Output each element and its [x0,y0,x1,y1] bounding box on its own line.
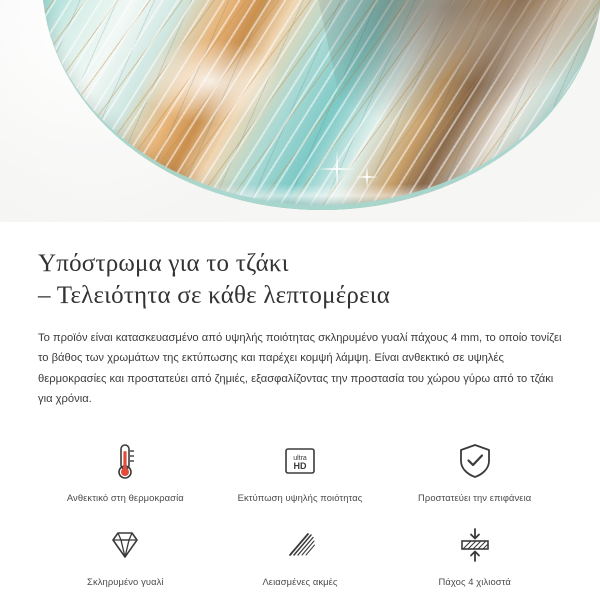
feature-item [387,432,562,508]
feature-label: Προστατεύει την επιφάνεια [418,491,532,503]
polished-edges-icon [277,522,323,568]
hero-image [0,0,600,222]
marble-glass-plate [42,0,600,210]
shield-check-icon [452,438,498,484]
headline-line-1: Υπόστρωμα για το τζάκι [38,250,289,277]
feature-grid [38,432,562,592]
feature-label: Λειασμένες ακμές [262,575,338,587]
feature-item [213,516,388,592]
plate-edge-highlight [42,184,600,210]
svg-text:HD: HD [293,460,307,471]
thickness-arrows-icon [452,522,498,568]
feature-label: Ανθεκτικό στη θερμοκρασία [66,491,184,503]
feature-label: Πάχος 4 χιλιοστά [438,575,511,587]
svg-text:ultra: ultra [293,454,307,462]
feature-label: Εκτύπωση υψηλής ποιότητας [237,491,363,503]
thermometer-icon [102,438,148,484]
feature-item [38,516,213,592]
ultra-hd-icon [277,438,323,484]
content-area [0,222,600,592]
feature-label: Σκληρυμένο γυαλί [87,575,164,587]
body-text: Το προϊόν είναι κατασκευασμένο από υψηλής ποιότητας σκληρυμένο γυαλί πάχους 4 mm, το οποίο τονίζει το βάθος των χρωμάτων της εκτύπωσης και παρέχει κομψή λάμψη. Είναι ανθεκτικό σε υψηλές θερμοκρασίες και προστατεύει από ζημιές, εξασφαλίζοντας την προστασία του χώρου γύρω από το τζάκι για χρόνια. [38,332,562,406]
page-title [38,248,562,312]
diamond-icon [102,522,148,568]
feature-item [38,432,213,508]
feature-item [387,516,562,592]
feature-item [213,432,388,508]
headline-line-2: – Τελειότητα σε κάθε λεπτομέρεια [38,282,391,309]
